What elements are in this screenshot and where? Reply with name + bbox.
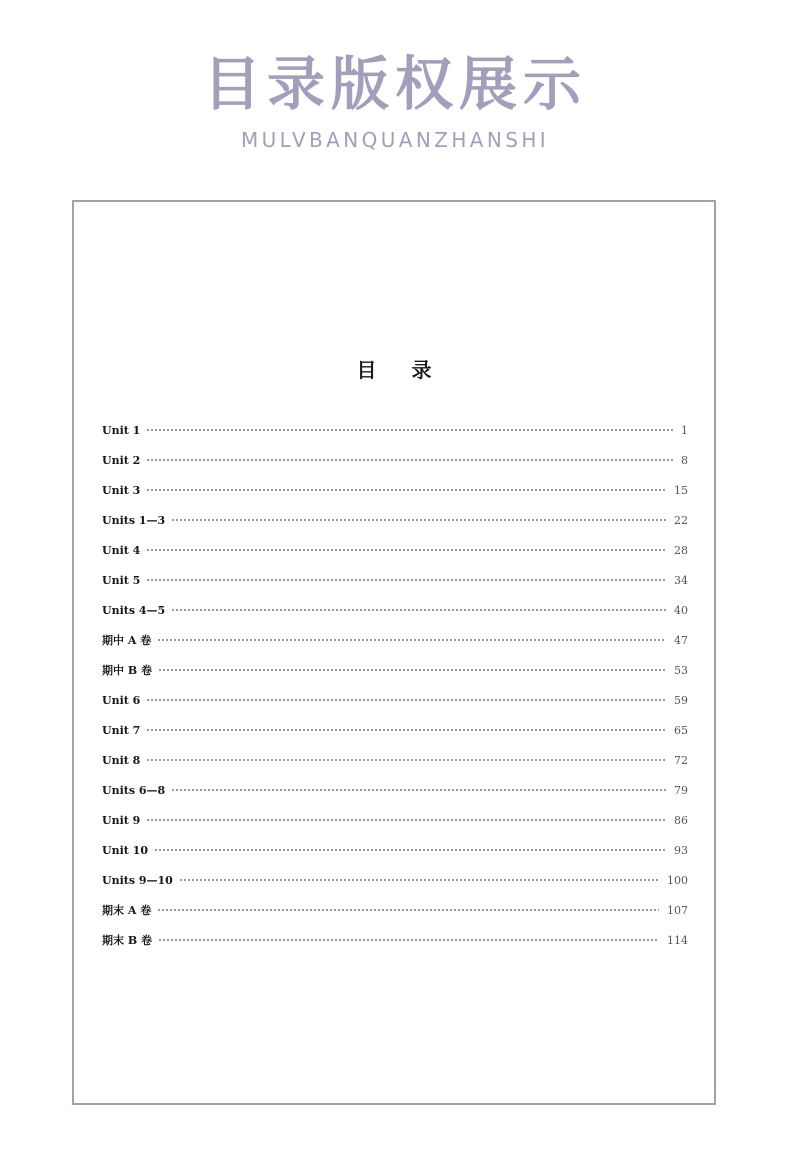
toc-entry-label: Units 6—8	[102, 783, 166, 797]
toc-entry[interactable]	[102, 655, 688, 685]
toc-dot-leader	[146, 728, 666, 732]
toc-dot-leader	[179, 878, 659, 882]
toc-entry-page-number: 53	[674, 663, 688, 677]
toc-entry-label: 期末 B 卷	[102, 934, 152, 947]
toc-entry-page-number: 59	[674, 693, 688, 707]
toc-entry-label: 期中 A 卷	[102, 634, 152, 647]
toc-dot-leader	[158, 668, 666, 672]
toc-dot-leader	[171, 788, 666, 792]
toc-frame	[72, 200, 716, 1105]
toc-dot-leader	[154, 848, 666, 852]
toc-entry[interactable]	[102, 565, 688, 595]
toc-entry-page-number: 107	[667, 903, 688, 917]
toc-dot-leader	[157, 638, 666, 642]
toc-entry-page-number: 86	[674, 813, 688, 827]
toc-dot-leader	[146, 698, 666, 702]
toc-entry-label: Unit 2	[102, 453, 141, 467]
toc-entry[interactable]	[102, 685, 688, 715]
toc-entry-page-number: 34	[674, 573, 688, 587]
toc-entry-page-number: 65	[674, 723, 688, 737]
toc-entry-page-number: 15	[674, 483, 688, 497]
toc-entry-label: 期中 B 卷	[102, 664, 152, 677]
toc-entry-label: Units 1—3	[102, 513, 166, 527]
toc-entry[interactable]	[102, 475, 688, 505]
toc-entry[interactable]	[102, 445, 688, 475]
toc-entry[interactable]	[102, 415, 688, 445]
toc-entry-label: Unit 3	[102, 483, 141, 497]
toc-dot-leader	[146, 818, 666, 822]
toc-entry-page-number: 72	[674, 753, 688, 767]
toc-heading: 目 录	[356, 358, 446, 382]
toc-entry-page-number: 28	[674, 543, 688, 557]
toc-dot-leader	[146, 578, 666, 582]
toc-entry-label: Units 4—5	[102, 603, 166, 617]
toc-entry-page-number: 79	[674, 783, 688, 797]
toc-dot-leader	[146, 488, 666, 492]
toc-entry[interactable]	[102, 595, 688, 625]
toc-entry[interactable]	[102, 535, 688, 565]
toc-entry-page-number: 22	[674, 513, 688, 527]
toc-entry-page-number: 100	[667, 873, 688, 887]
toc-entry[interactable]	[102, 505, 688, 535]
toc-entry-label: Unit 6	[102, 693, 141, 707]
toc-entry[interactable]	[102, 895, 688, 925]
toc-entry-label: 期末 A 卷	[102, 904, 152, 917]
toc-entry[interactable]	[102, 805, 688, 835]
toc-entry-label: Unit 9	[102, 813, 141, 827]
toc-entry-page-number: 114	[667, 933, 688, 947]
toc-entry-label: Units 9—10	[102, 873, 173, 887]
toc-dot-leader	[158, 938, 659, 942]
toc-entry-label: Unit 4	[102, 543, 141, 557]
toc-entry-page-number: 40	[674, 603, 688, 617]
toc-entry-label: Unit 5	[102, 573, 141, 587]
toc-entry[interactable]	[102, 625, 688, 655]
toc-entry-label: Unit 10	[102, 843, 148, 857]
toc-dot-leader	[146, 458, 673, 462]
toc-dot-leader	[171, 608, 666, 612]
toc-entry-page-number: 93	[674, 843, 688, 857]
toc-dot-leader	[157, 908, 659, 912]
toc-list	[102, 415, 688, 955]
toc-dot-leader	[146, 758, 666, 762]
page-title: 目录版权展示	[202, 50, 587, 118]
toc-entry[interactable]	[102, 745, 688, 775]
toc-entry[interactable]	[102, 835, 688, 865]
toc-entry-page-number: 47	[674, 633, 688, 647]
toc-entry[interactable]	[102, 715, 688, 745]
toc-entry-label: Unit 7	[102, 723, 141, 737]
toc-dot-leader	[146, 428, 673, 432]
toc-entry-label: Unit 8	[102, 753, 141, 767]
toc-entry-label: Unit 1	[102, 423, 141, 437]
toc-dot-leader	[146, 548, 666, 552]
toc-entry[interactable]	[102, 925, 688, 955]
page-subtitle: MULVBANQUANZHANSHI	[240, 128, 550, 152]
toc-dot-leader	[171, 518, 666, 522]
toc-entry[interactable]	[102, 865, 688, 895]
toc-entry-page-number: 1	[681, 423, 688, 437]
toc-entry-page-number: 8	[681, 453, 688, 467]
toc-entry[interactable]	[102, 775, 688, 805]
